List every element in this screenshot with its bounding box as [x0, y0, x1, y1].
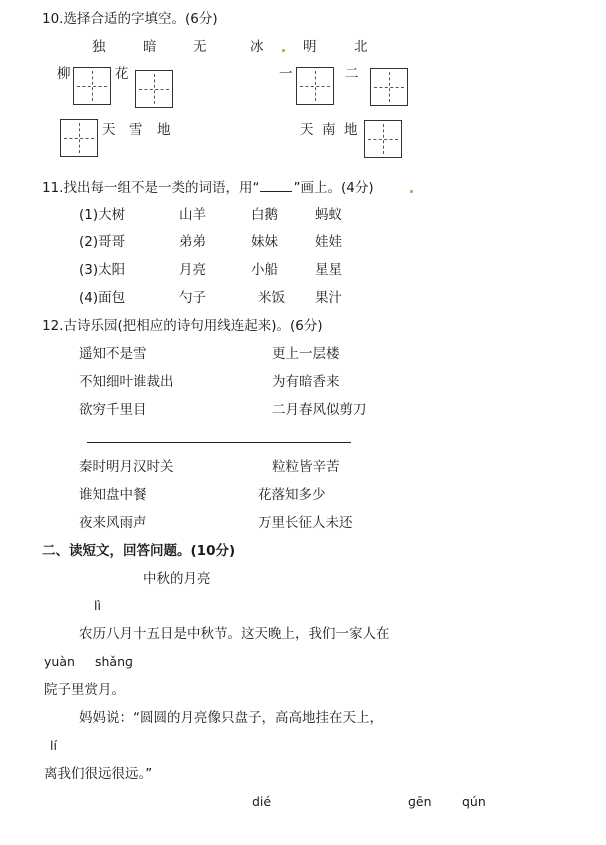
underline-mark	[260, 190, 292, 192]
q11-row1-word2: 山羊	[179, 207, 206, 223]
q11-title	[42, 182, 374, 196]
passage-line-3: 妈妈说：“圆圆的月亮像只盘子，高高地挂在天上，	[79, 710, 383, 726]
pinyin-annotation: qún	[462, 794, 486, 809]
pinyin-annotation: dié	[252, 794, 272, 809]
q11-row4-word2: 勺子	[179, 290, 206, 306]
q10-answer-box-5[interactable]	[60, 119, 98, 157]
q10-row2-left-3: 地	[157, 122, 171, 138]
poem-line-left: 夜来风雨声	[79, 515, 147, 531]
poem-line-right[interactable]: 万里长征人未还	[258, 515, 353, 531]
q10-title: 10.选择合适的字填空。(6分)	[42, 11, 218, 27]
q10-char-liu: 柳	[57, 66, 71, 82]
passage-title: 中秋的月亮	[143, 571, 211, 587]
q10-option-5: 明	[303, 39, 317, 55]
q11-row1-word3: 白鹅	[251, 207, 278, 223]
poem-line-left: 欲穷千里目	[79, 402, 147, 418]
poem-line-right[interactable]: 更上一层楼	[272, 346, 340, 362]
q11-row4-word3: 米饭	[258, 290, 285, 306]
q10-answer-box-4[interactable]	[370, 68, 408, 106]
q10-answer-box-2[interactable]	[135, 70, 173, 108]
q10-char-hua: 花	[115, 66, 129, 82]
poem-line-right[interactable]: 粒粒皆辛苦	[272, 459, 340, 475]
q11-row4-word4: 果汁	[315, 290, 342, 306]
poem-line-left: 秦时明月汉时关	[79, 459, 174, 475]
q10-option-2: 暗	[143, 39, 157, 55]
decorative-dot	[282, 49, 285, 52]
q11-row2-word4: 娃娃	[315, 234, 342, 250]
q10-row2-right-2: 南	[322, 122, 336, 138]
q10-answer-box-1[interactable]	[73, 67, 111, 105]
poem-line-right[interactable]: 花落知多少	[258, 487, 326, 503]
passage-line-4: 离我们很远很远。”	[44, 766, 153, 782]
q12-title: 12.古诗乐园(把相应的诗句用线连起来)。(6分)	[42, 318, 323, 334]
q10-option-3: 无	[193, 39, 207, 55]
passage-line-1: 农历八月十五日是中秋节。这天晚上，我们一家人在	[79, 626, 390, 642]
q10-row2-right-1: 天	[300, 122, 314, 138]
decorative-dot	[410, 190, 413, 193]
q11-row3-word4: 星星	[315, 262, 342, 278]
q11-row3-label: (3)太阳	[79, 262, 126, 278]
q11-row3-word2: 月亮	[179, 262, 206, 278]
q10-row2-left-2: 雪	[129, 122, 143, 138]
q10-option-4: 冰	[250, 39, 264, 55]
poem-line-right[interactable]: 为有暗香来	[272, 374, 340, 390]
pinyin-annotation: lì	[94, 598, 101, 613]
q10-char-yi: 一	[279, 66, 293, 82]
poem-line-right[interactable]: 二月春风似剪刀	[272, 402, 367, 418]
q11-row1-word4: 蚂蚁	[315, 207, 342, 223]
q11-row2-word2: 弟弟	[179, 234, 206, 250]
q10-row2-right-3: 地	[344, 122, 358, 138]
divider-line	[87, 442, 351, 443]
q11-row3-word3: 小船	[251, 262, 278, 278]
q10-option-6: 北	[354, 39, 368, 55]
q11-row2-label: (2)哥哥	[79, 234, 126, 250]
q11-row1-label: (1)大树	[79, 207, 126, 223]
pinyin-annotation: lí	[50, 738, 57, 753]
pinyin-annotation: shǎnɡ	[95, 654, 133, 669]
q10-answer-box-3[interactable]	[296, 67, 334, 105]
pinyin-annotation: ɡēn	[408, 794, 432, 809]
q10-answer-box-6[interactable]	[364, 120, 402, 158]
poem-line-left: 谁知盘中餐	[79, 487, 147, 503]
q10-char-er: 二	[345, 66, 359, 82]
q11-title-pre: 11.找出每一组不是一类的词语，用“	[42, 180, 260, 196]
pinyin-annotation: yuàn	[44, 654, 75, 669]
q11-row2-word3: 妹妹	[251, 234, 278, 250]
q11-row4-label: (4)面包	[79, 290, 126, 306]
q11-title-post: ”画上。(4分)	[293, 180, 374, 196]
q10-row2-left-1: 天	[102, 122, 116, 138]
section2-title: 二、读短文，回答问题。(10分)	[42, 543, 236, 559]
q10-option-1: 独	[92, 39, 106, 55]
passage-line-2: 院子里赏月。	[44, 682, 125, 698]
poem-line-left: 遥知不是雪	[79, 346, 147, 362]
poem-line-left: 不知细叶谁裁出	[79, 374, 174, 390]
